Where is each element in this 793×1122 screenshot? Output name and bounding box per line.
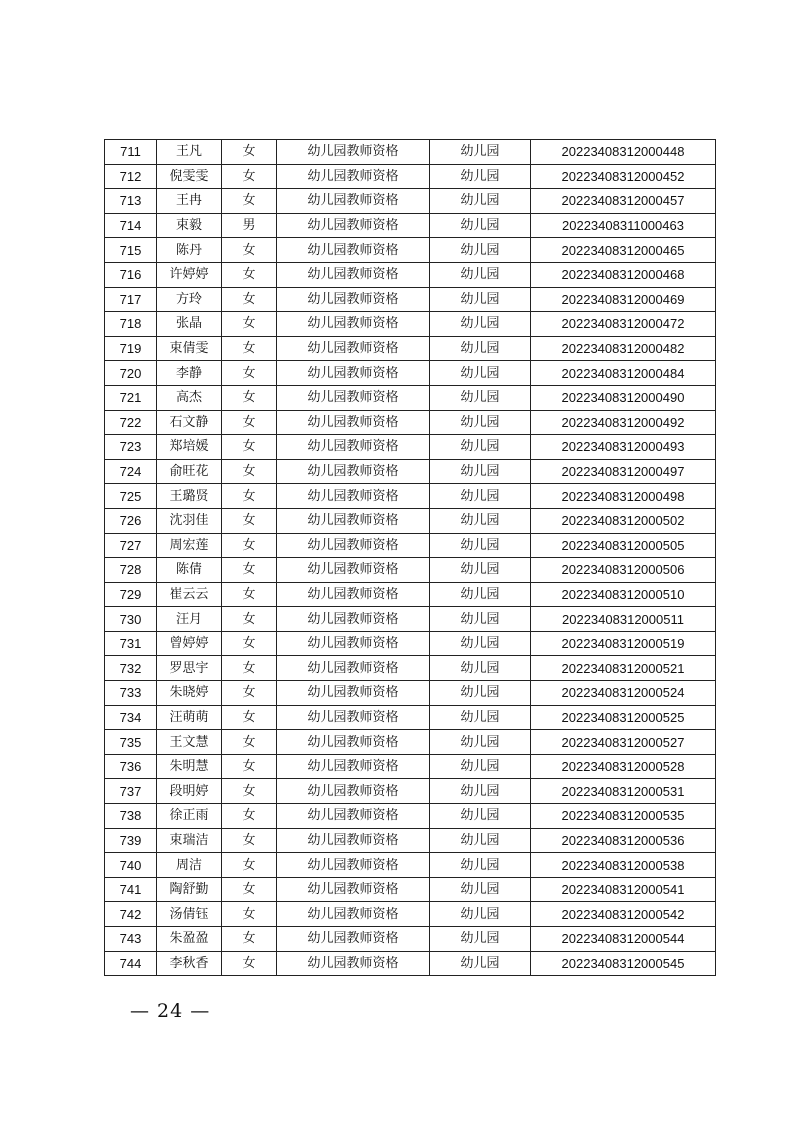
cell-certificate-type: 幼儿园教师资格 <box>277 927 430 952</box>
cell-subject: 幼儿园 <box>430 484 531 509</box>
cell-certificate-type: 幼儿园教师资格 <box>277 582 430 607</box>
cell-certificate-type: 幼儿园教师资格 <box>277 385 430 410</box>
roster-body <box>105 140 716 976</box>
table-row <box>105 238 716 263</box>
cell-certificate-number: 20223408312000498 <box>531 484 716 509</box>
table-row <box>105 508 716 533</box>
cell-subject: 幼儿园 <box>430 435 531 460</box>
table-row <box>105 927 716 952</box>
cell-serial-number: 739 <box>105 828 157 853</box>
cell-subject: 幼儿园 <box>430 336 531 361</box>
cell-serial-number: 715 <box>105 238 157 263</box>
cell-name: 倪雯雯 <box>157 164 222 189</box>
cell-gender: 女 <box>222 631 277 656</box>
cell-name: 汪月 <box>157 607 222 632</box>
cell-gender: 女 <box>222 164 277 189</box>
cell-certificate-number: 20223408312000536 <box>531 828 716 853</box>
cell-serial-number: 734 <box>105 705 157 730</box>
cell-subject: 幼儿园 <box>430 312 531 337</box>
cell-gender: 女 <box>222 361 277 386</box>
cell-certificate-type: 幼儿园教师资格 <box>277 558 430 583</box>
cell-name: 段明婷 <box>157 779 222 804</box>
table-row <box>105 262 716 287</box>
cell-serial-number: 735 <box>105 730 157 755</box>
cell-name: 罗思宇 <box>157 656 222 681</box>
cell-gender: 女 <box>222 902 277 927</box>
table-row <box>105 533 716 558</box>
cell-serial-number: 725 <box>105 484 157 509</box>
cell-certificate-type: 幼儿园教师资格 <box>277 607 430 632</box>
cell-subject: 幼儿园 <box>430 287 531 312</box>
cell-certificate-number: 20223408312000525 <box>531 705 716 730</box>
cell-certificate-type: 幼儿园教师资格 <box>277 533 430 558</box>
cell-certificate-number: 20223408312000542 <box>531 902 716 927</box>
cell-name: 高杰 <box>157 385 222 410</box>
cell-certificate-number: 20223408312000465 <box>531 238 716 263</box>
cell-certificate-number: 20223408312000521 <box>531 656 716 681</box>
cell-serial-number: 717 <box>105 287 157 312</box>
cell-serial-number: 721 <box>105 385 157 410</box>
roster-table <box>104 139 716 976</box>
cell-certificate-type: 幼儿园教师资格 <box>277 828 430 853</box>
cell-gender: 女 <box>222 853 277 878</box>
cell-subject: 幼儿园 <box>430 804 531 829</box>
table-row <box>105 164 716 189</box>
cell-name: 周宏莲 <box>157 533 222 558</box>
cell-subject: 幼儿园 <box>430 607 531 632</box>
cell-certificate-number: 20223408312000493 <box>531 435 716 460</box>
cell-gender: 女 <box>222 385 277 410</box>
table-row <box>105 853 716 878</box>
cell-certificate-type: 幼儿园教师资格 <box>277 410 430 435</box>
cell-certificate-type: 幼儿园教师资格 <box>277 459 430 484</box>
cell-serial-number: 727 <box>105 533 157 558</box>
cell-gender: 女 <box>222 238 277 263</box>
table-row <box>105 631 716 656</box>
page-number: — 24 — <box>130 1000 211 1022</box>
cell-certificate-number: 20223408312000490 <box>531 385 716 410</box>
cell-certificate-number: 20223408312000469 <box>531 287 716 312</box>
cell-certificate-number: 20223408312000511 <box>531 607 716 632</box>
cell-serial-number: 741 <box>105 877 157 902</box>
cell-certificate-type: 幼儿园教师资格 <box>277 361 430 386</box>
cell-certificate-number: 20223408312000524 <box>531 681 716 706</box>
cell-gender: 女 <box>222 189 277 214</box>
cell-certificate-number: 20223408312000527 <box>531 730 716 755</box>
cell-name: 束瑞洁 <box>157 828 222 853</box>
cell-name: 崔云云 <box>157 582 222 607</box>
cell-subject: 幼儿园 <box>430 853 531 878</box>
cell-subject: 幼儿园 <box>430 164 531 189</box>
cell-serial-number: 743 <box>105 927 157 952</box>
cell-certificate-type: 幼儿园教师资格 <box>277 631 430 656</box>
table-row <box>105 435 716 460</box>
cell-certificate-type: 幼儿园教师资格 <box>277 779 430 804</box>
table-row <box>105 336 716 361</box>
cell-certificate-number: 20223408312000492 <box>531 410 716 435</box>
cell-serial-number: 718 <box>105 312 157 337</box>
cell-certificate-type: 幼儿园教师资格 <box>277 902 430 927</box>
cell-certificate-number: 20223408312000502 <box>531 508 716 533</box>
table-row <box>105 582 716 607</box>
cell-serial-number: 730 <box>105 607 157 632</box>
cell-subject: 幼儿园 <box>430 730 531 755</box>
cell-subject: 幼儿园 <box>430 140 531 165</box>
cell-certificate-type: 幼儿园教师资格 <box>277 312 430 337</box>
cell-serial-number: 744 <box>105 951 157 976</box>
cell-subject: 幼儿园 <box>430 902 531 927</box>
cell-gender: 男 <box>222 213 277 238</box>
cell-certificate-number: 20223408312000472 <box>531 312 716 337</box>
cell-certificate-type: 幼儿园教师资格 <box>277 213 430 238</box>
cell-certificate-number: 20223408312000448 <box>531 140 716 165</box>
cell-name: 张晶 <box>157 312 222 337</box>
cell-serial-number: 728 <box>105 558 157 583</box>
cell-name: 沈羽佳 <box>157 508 222 533</box>
cell-serial-number: 722 <box>105 410 157 435</box>
cell-certificate-type: 幼儿园教师资格 <box>277 508 430 533</box>
cell-gender: 女 <box>222 312 277 337</box>
cell-name: 郑培媛 <box>157 435 222 460</box>
table-row <box>105 140 716 165</box>
cell-name: 陶舒勤 <box>157 877 222 902</box>
cell-name: 徐正雨 <box>157 804 222 829</box>
cell-subject: 幼儿园 <box>430 705 531 730</box>
table-row <box>105 730 716 755</box>
cell-serial-number: 719 <box>105 336 157 361</box>
cell-certificate-type: 幼儿园教师资格 <box>277 164 430 189</box>
table-row <box>105 607 716 632</box>
cell-subject: 幼儿园 <box>430 582 531 607</box>
cell-certificate-type: 幼儿园教师资格 <box>277 681 430 706</box>
cell-gender: 女 <box>222 730 277 755</box>
cell-subject: 幼儿园 <box>430 681 531 706</box>
table-row <box>105 189 716 214</box>
cell-gender: 女 <box>222 927 277 952</box>
cell-subject: 幼儿园 <box>430 459 531 484</box>
cell-gender: 女 <box>222 410 277 435</box>
cell-name: 王冉 <box>157 189 222 214</box>
cell-serial-number: 723 <box>105 435 157 460</box>
cell-certificate-type: 幼儿园教师资格 <box>277 853 430 878</box>
cell-certificate-number: 20223408312000544 <box>531 927 716 952</box>
table-row <box>105 213 716 238</box>
cell-certificate-type: 幼儿园教师资格 <box>277 435 430 460</box>
cell-certificate-type: 幼儿园教师资格 <box>277 730 430 755</box>
cell-certificate-number: 20223408311000463 <box>531 213 716 238</box>
cell-serial-number: 731 <box>105 631 157 656</box>
cell-name: 俞旺花 <box>157 459 222 484</box>
cell-subject: 幼儿园 <box>430 508 531 533</box>
cell-subject: 幼儿园 <box>430 951 531 976</box>
table-row <box>105 484 716 509</box>
table-row <box>105 410 716 435</box>
cell-certificate-number: 20223408312000497 <box>531 459 716 484</box>
cell-name: 李秋香 <box>157 951 222 976</box>
cell-name: 曾婷婷 <box>157 631 222 656</box>
cell-certificate-number: 20223408312000506 <box>531 558 716 583</box>
cell-name: 周洁 <box>157 853 222 878</box>
cell-serial-number: 724 <box>105 459 157 484</box>
cell-serial-number: 712 <box>105 164 157 189</box>
cell-gender: 女 <box>222 140 277 165</box>
cell-certificate-type: 幼儿园教师资格 <box>277 754 430 779</box>
cell-certificate-type: 幼儿园教师资格 <box>277 484 430 509</box>
cell-subject: 幼儿园 <box>430 828 531 853</box>
cell-subject: 幼儿园 <box>430 238 531 263</box>
cell-gender: 女 <box>222 262 277 287</box>
cell-gender: 女 <box>222 804 277 829</box>
cell-certificate-type: 幼儿园教师资格 <box>277 238 430 263</box>
cell-gender: 女 <box>222 484 277 509</box>
table-row <box>105 558 716 583</box>
cell-name: 石文静 <box>157 410 222 435</box>
cell-serial-number: 713 <box>105 189 157 214</box>
cell-gender: 女 <box>222 607 277 632</box>
cell-serial-number: 729 <box>105 582 157 607</box>
cell-certificate-type: 幼儿园教师资格 <box>277 336 430 361</box>
cell-name: 束倩雯 <box>157 336 222 361</box>
table-row <box>105 779 716 804</box>
cell-certificate-number: 20223408312000528 <box>531 754 716 779</box>
cell-subject: 幼儿园 <box>430 361 531 386</box>
cell-certificate-type: 幼儿园教师资格 <box>277 262 430 287</box>
cell-gender: 女 <box>222 877 277 902</box>
cell-gender: 女 <box>222 828 277 853</box>
cell-certificate-number: 20223408312000468 <box>531 262 716 287</box>
cell-certificate-type: 幼儿园教师资格 <box>277 951 430 976</box>
cell-name: 陈倩 <box>157 558 222 583</box>
cell-subject: 幼儿园 <box>430 189 531 214</box>
cell-certificate-number: 20223408312000531 <box>531 779 716 804</box>
table-row <box>105 902 716 927</box>
cell-serial-number: 736 <box>105 754 157 779</box>
cell-certificate-type: 幼儿园教师资格 <box>277 189 430 214</box>
cell-gender: 女 <box>222 681 277 706</box>
cell-certificate-number: 20223408312000545 <box>531 951 716 976</box>
cell-name: 汪萌萌 <box>157 705 222 730</box>
cell-subject: 幼儿园 <box>430 533 531 558</box>
cell-gender: 女 <box>222 656 277 681</box>
table-row <box>105 385 716 410</box>
cell-serial-number: 711 <box>105 140 157 165</box>
cell-serial-number: 737 <box>105 779 157 804</box>
cell-gender: 女 <box>222 558 277 583</box>
cell-serial-number: 714 <box>105 213 157 238</box>
cell-subject: 幼儿园 <box>430 927 531 952</box>
cell-certificate-number: 20223408312000541 <box>531 877 716 902</box>
cell-serial-number: 742 <box>105 902 157 927</box>
table-row <box>105 681 716 706</box>
cell-name: 朱晓婷 <box>157 681 222 706</box>
table-row <box>105 287 716 312</box>
cell-name: 束毅 <box>157 213 222 238</box>
cell-subject: 幼儿园 <box>430 385 531 410</box>
cell-certificate-type: 幼儿园教师资格 <box>277 705 430 730</box>
cell-subject: 幼儿园 <box>430 213 531 238</box>
cell-certificate-number: 20223408312000505 <box>531 533 716 558</box>
cell-gender: 女 <box>222 508 277 533</box>
cell-certificate-type: 幼儿园教师资格 <box>277 140 430 165</box>
table-row <box>105 459 716 484</box>
cell-serial-number: 740 <box>105 853 157 878</box>
cell-name: 许婷婷 <box>157 262 222 287</box>
cell-certificate-type: 幼儿园教师资格 <box>277 656 430 681</box>
cell-subject: 幼儿园 <box>430 558 531 583</box>
cell-name: 陈丹 <box>157 238 222 263</box>
cell-subject: 幼儿园 <box>430 779 531 804</box>
cell-gender: 女 <box>222 705 277 730</box>
cell-gender: 女 <box>222 459 277 484</box>
cell-name: 王璐贤 <box>157 484 222 509</box>
table-row <box>105 877 716 902</box>
table-row <box>105 361 716 386</box>
table-row <box>105 754 716 779</box>
cell-gender: 女 <box>222 951 277 976</box>
table-row <box>105 705 716 730</box>
cell-certificate-number: 20223408312000535 <box>531 804 716 829</box>
cell-serial-number: 720 <box>105 361 157 386</box>
cell-subject: 幼儿园 <box>430 410 531 435</box>
cell-certificate-number: 20223408312000538 <box>531 853 716 878</box>
cell-name: 方玲 <box>157 287 222 312</box>
cell-name: 朱盈盈 <box>157 927 222 952</box>
cell-name: 王文慧 <box>157 730 222 755</box>
cell-certificate-number: 20223408312000457 <box>531 189 716 214</box>
cell-certificate-type: 幼儿园教师资格 <box>277 804 430 829</box>
table-row <box>105 312 716 337</box>
cell-subject: 幼儿园 <box>430 877 531 902</box>
cell-certificate-type: 幼儿园教师资格 <box>277 877 430 902</box>
cell-name: 李静 <box>157 361 222 386</box>
cell-gender: 女 <box>222 779 277 804</box>
cell-serial-number: 732 <box>105 656 157 681</box>
table-row <box>105 828 716 853</box>
cell-gender: 女 <box>222 754 277 779</box>
cell-serial-number: 738 <box>105 804 157 829</box>
cell-certificate-number: 20223408312000510 <box>531 582 716 607</box>
cell-serial-number: 733 <box>105 681 157 706</box>
cell-gender: 女 <box>222 533 277 558</box>
cell-certificate-number: 20223408312000484 <box>531 361 716 386</box>
table-row <box>105 951 716 976</box>
cell-certificate-number: 20223408312000452 <box>531 164 716 189</box>
cell-subject: 幼儿园 <box>430 656 531 681</box>
cell-name: 王凡 <box>157 140 222 165</box>
cell-gender: 女 <box>222 435 277 460</box>
cell-subject: 幼儿园 <box>430 631 531 656</box>
cell-certificate-type: 幼儿园教师资格 <box>277 287 430 312</box>
table-row <box>105 656 716 681</box>
cell-certificate-number: 20223408312000519 <box>531 631 716 656</box>
cell-serial-number: 726 <box>105 508 157 533</box>
cell-gender: 女 <box>222 287 277 312</box>
cell-name: 朱明慧 <box>157 754 222 779</box>
cell-subject: 幼儿园 <box>430 754 531 779</box>
table-row <box>105 804 716 829</box>
cell-subject: 幼儿园 <box>430 262 531 287</box>
cell-gender: 女 <box>222 336 277 361</box>
cell-certificate-number: 20223408312000482 <box>531 336 716 361</box>
cell-serial-number: 716 <box>105 262 157 287</box>
cell-gender: 女 <box>222 582 277 607</box>
cell-name: 汤倩钰 <box>157 902 222 927</box>
